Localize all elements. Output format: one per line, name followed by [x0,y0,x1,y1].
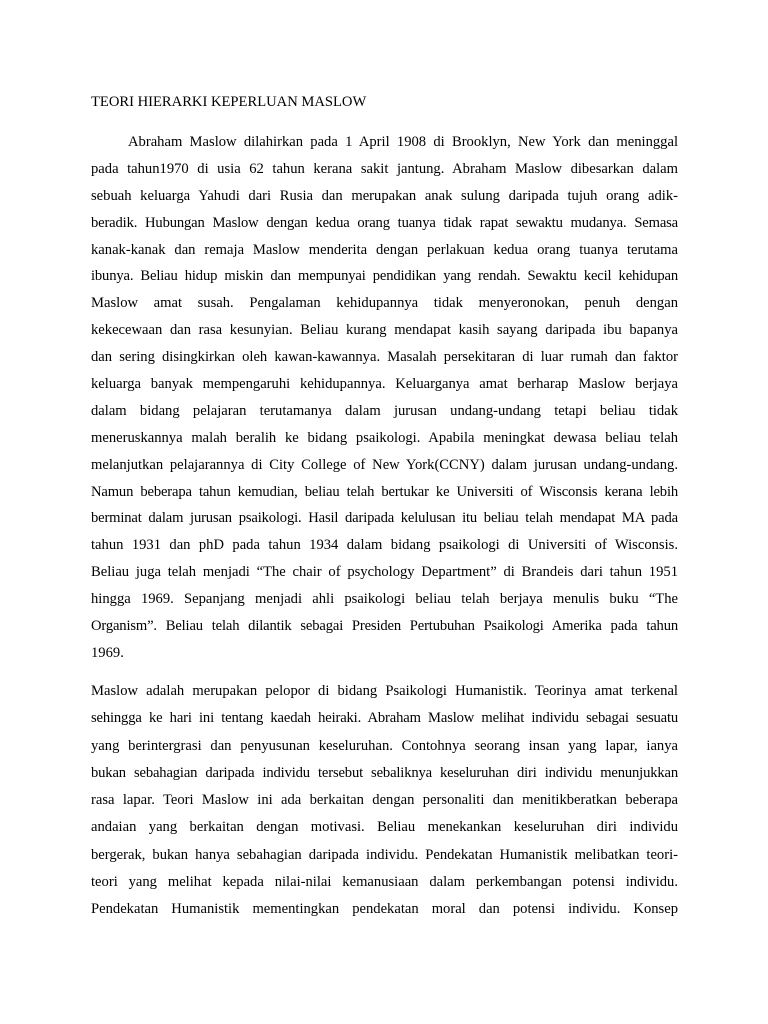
paragraph-line: melanjutkan pelajarannya di City College of New York(CCNY) dalam jurusan undang-undang. [91,456,678,473]
paragraph-line: bukan sebahagian daripada individu tersebut sebaliknya keseluruhan diri individu menunjukkan [91,764,678,781]
paragraph-line: Beliau juga telah menjadi “The chair of psychology Department” di Brandeis dari tahun 1951 [91,564,678,581]
paragraph-line: bergerak, bukan hanya sebahagian daripada individu. Pendekatan Humanistik melibatkan teori- [91,846,678,863]
paragraph-line: rasa lapar. Teori Maslow ini ada berkaitan dengan personaliti dan menitikberatkan beberapa [91,792,678,809]
paragraph-line: dan sering disingkirkan oleh kawan-kawannya. Masalah persekitaran di luar rumah dan faktor [91,349,678,366]
paragraph-line: andaian yang berkaitan dengan motivasi. Beliau menekankan keseluruhan diri individu [91,819,678,836]
paragraph-line: ibunya. Beliau hidup miskin dan mempunyai pendidikan yang rendah. Sewaktu kecil kehidupan [91,268,678,285]
paragraph-line: beradik. Hubungan Maslow dengan kedua orang tuanya tidak rapat sewaktu mudanya. Semasa [91,214,678,231]
paragraph-humanistic-psychology [91,682,678,928]
paragraph-line: Abraham Maslow dilahirkan pada 1 April 1908 di Brooklyn, New York dan meninggal [128,134,678,150]
paragraph-line: Maslow adalah merupakan pelopor di bidang Psaikologi Humanistik. Teorinya amat terkenal [91,683,678,699]
paragraph-line: hingga 1969. Sepanjang menjadi ahli psaikologi beliau telah berjaya menulis buku “The [91,591,678,608]
paragraph-maslow-biography [91,133,678,671]
paragraph-line: pada tahun1970 di usia 62 tahun kerana sakit jantung. Abraham Maslow dibesarkan dalam [91,160,678,177]
paragraph-line: Pendekatan Humanistik mementingkan pendekatan moral dan potensi individu. Konsep [91,901,678,918]
paragraph-line: berminat dalam jurusan psaikologi. Hasil daripada kelulusan itu beliau telah mendapat MA pada [91,510,678,527]
paragraph-line: dalam bidang pelajaran terutamanya dalam jurusan undang-undang tetapi beliau tidak [91,402,678,419]
paragraph-line: tahun 1931 dan phD pada tahun 1934 dalam bidang psaikologi di Universiti of Wisconsis. [91,537,678,554]
paragraph-line: sebuah keluarga Yahudi dari Rusia dan merupakan anak sulung daripada tujuh orang adik- [91,187,678,204]
paragraph-line: teori yang melihat kepada nilai-nilai kemanusiaan dalam perkembangan potensi individu. [91,874,678,891]
paragraph-line: Organism”. Beliau telah dilantik sebagai Presiden Pertubuhan Psaikologi Amerika pada tahun [91,618,678,635]
paragraph-line: Maslow amat susah. Pengalaman kehidupannya tidak menyeronokan, penuh dengan [91,295,678,312]
paragraph-line: kanak-kanak dan remaja Maslow menderita dengan perlakuan kedua orang tuanya terutama [91,241,678,258]
paragraph-line: kekecewaan dan rasa kesunyian. Beliau kurang mendapat kasih sayang daripada ibu bapanya [91,322,678,339]
paragraph-line: sehingga ke hari ini tentang kaedah heiraki. Abraham Maslow melihat individu sebagai sesuatu [91,710,678,727]
paragraph-line: 1969. [91,644,124,661]
document-title: TEORI HIERARKI KEPERLUAN MASLOW [91,94,367,110]
paragraph-line: yang berintergrasi dan penyusunan keseluruhan. Contohnya seorang insan yang lapar, ianya [91,737,678,754]
paragraph-line: Namun beberapa tahun kemudian, beliau telah bertukar ke Universiti of Wisconsis kerana lebih [91,483,678,500]
paragraph-line: meneruskannya malah beralih ke bidang psaikologi. Apabila meningkat dewasa beliau telah [91,429,678,446]
paragraph-line: keluarga banyak mempengaruhi kehidupannya. Keluarganya amat berharap Maslow berjaya [91,376,678,393]
